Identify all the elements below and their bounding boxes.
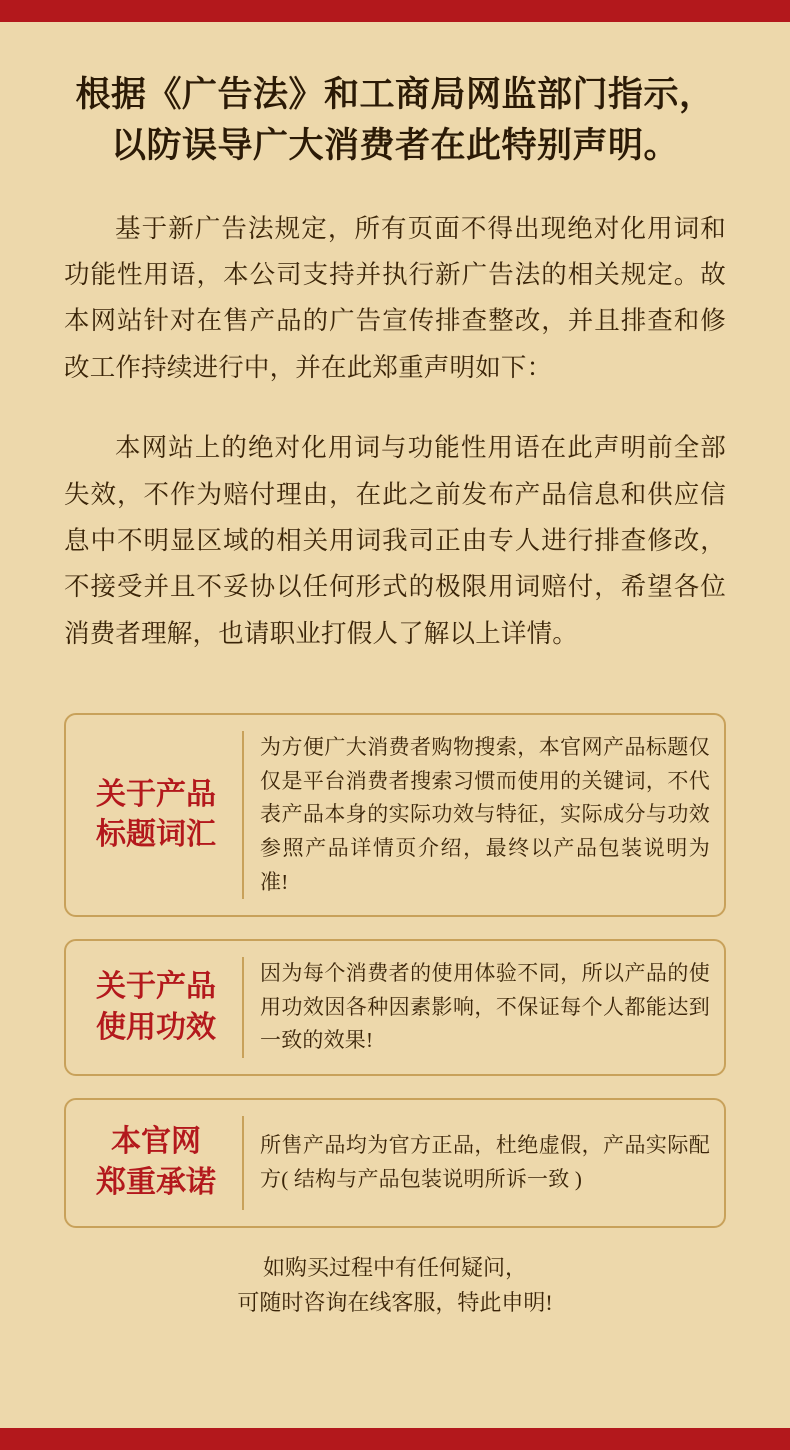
card-title-line-1: 关于产品	[96, 970, 216, 1004]
card-title-line-1: 关于产品	[96, 777, 216, 811]
card-title-official-promise	[80, 1116, 244, 1210]
card-product-title-wording	[64, 713, 726, 917]
footer-note-line-1: 如购买过程中有任何疑问，	[262, 1254, 527, 1280]
statement-paragraph-2: 本网站上的绝对化用词与功能性用语在此声明前全部失效，不作为赔付理由，在此之前发布产品信息和供应信息中不明显区域的相关用词我司正由专人进行排查修改，不接受并且不妥协以任何形式的极限用词赔付，希望各位消费者理解，也请职业打假人了解以上详情。	[64, 433, 726, 648]
page-title	[64, 22, 726, 172]
card-title-line-2: 标题词汇	[96, 818, 216, 852]
bottom-decorative-bar	[0, 1428, 790, 1450]
statement-content	[0, 22, 790, 1428]
card-title-line-1: 本官网	[111, 1125, 201, 1159]
card-title-product-title-wording	[80, 731, 244, 899]
statement-card-list	[64, 713, 726, 1228]
card-body-official-promise: 所售产品均为官方正品，杜绝虚假，产品实际配方( 结构与产品包装说明所诉一致 )	[260, 1133, 710, 1191]
footer-note-line-2: 可随时咨询在线客服，特此申明!	[237, 1290, 553, 1316]
card-title-line-2: 使用功效	[96, 1010, 216, 1044]
card-title-product-efficacy	[80, 957, 244, 1058]
card-body-product-title-wording: 为方便广大消费者购物搜索，本官网产品标题仅仅是平台消费者搜索习惯而使用的关键词，不代表产品本身的实际功效与特征，实际成分与功效参照产品详情页介绍，最终以产品包装说明为准!	[260, 735, 710, 894]
card-official-promise	[64, 1098, 726, 1228]
footer-note	[64, 1250, 726, 1320]
page-title-line-2: 以防误导广大消费者在此特别声明。	[110, 125, 679, 165]
card-product-efficacy	[64, 939, 726, 1076]
card-body-product-efficacy: 因为每个消费者的使用体验不同，所以产品的使用功效因各种因素影响，不保证每个人都能达到一致的效果!	[260, 961, 710, 1053]
card-title-line-2: 郑重承诺	[96, 1165, 216, 1199]
statement-paragraph-1: 基于新广告法规定，所有页面不得出现绝对化用词和功能性用语，本公司支持并执行新广告法的相关规定。故本网站针对在售产品的广告宣传排查整改，并且排查和修改工作持续进行中，并在此郑重声明如下：	[64, 213, 726, 382]
top-decorative-bar	[0, 0, 790, 22]
page-title-line-1: 根据《广告法》和工商局网监部门指示，	[75, 75, 715, 114]
